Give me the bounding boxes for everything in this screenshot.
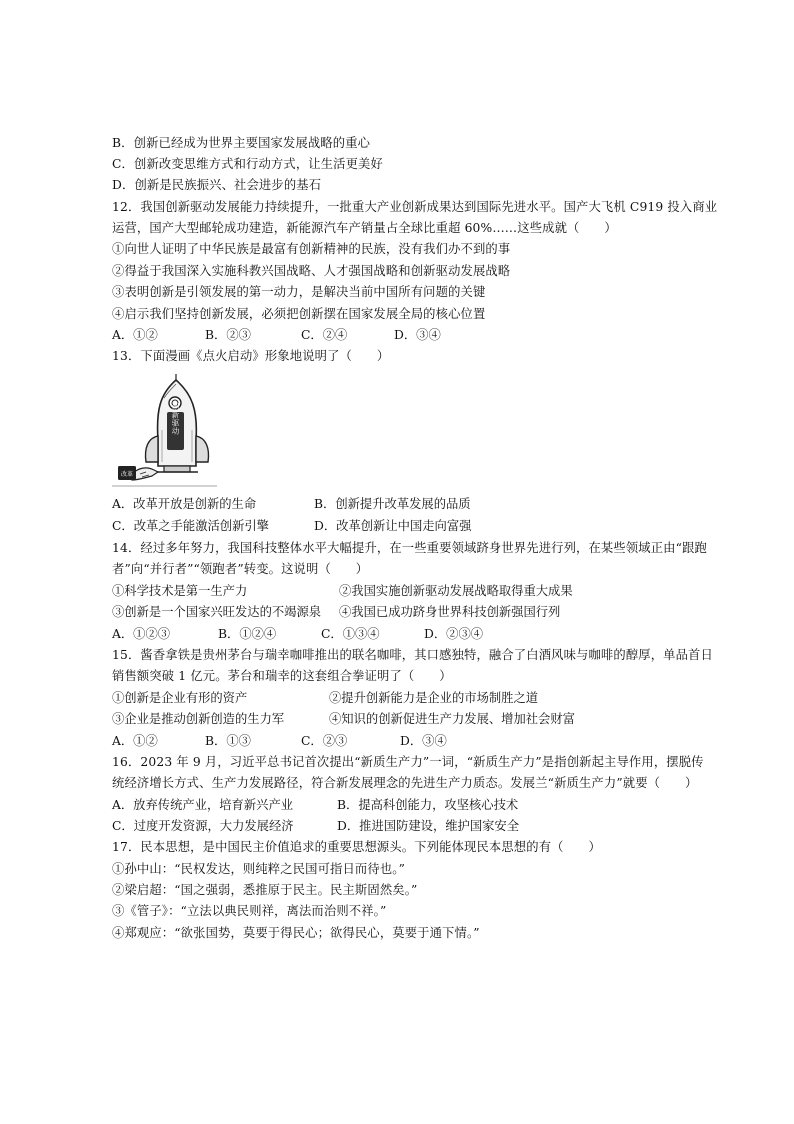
q12-option-a: A．①② [112, 328, 158, 342]
q14-stem-line2: 者”向“并行者”“领跑者”转变。这说明（ ） [112, 562, 369, 576]
q15-statement-4: ④知识的创新促进生产力发展、增加社会财富 [329, 712, 575, 726]
comic-box-label: 改革 [120, 471, 134, 478]
q15-stem-line2: 销售额突破 1 亿元。茅台和瑞幸的这套组合拳证明了（ ） [112, 669, 452, 683]
q15-option-d: D．③④ [400, 734, 447, 748]
q14-option-a: A．①②③ [112, 627, 171, 641]
q15-stem-line1: 15．酱香拿铁是贵州茅台与瑞幸咖啡推出的联名咖啡，其口感独特，融合了白酒风味与咖啡的醇厚，单品首日 [112, 648, 713, 662]
q12-option-d: D．③④ [394, 328, 441, 342]
q12-statement-2: ②得益于我国深入实施科教兴国战略、人才强国战略和创新驱动发展战略 [112, 264, 511, 278]
comic-rocket-label: 创新驱动 [171, 403, 180, 435]
q14-statement-4: ④我国已成功跻身世界科技创新强国行列 [339, 605, 561, 619]
q17-statement-2: ②梁启超：“国之强弱，悉推原于民主。民主斯固然矣。” [112, 883, 418, 897]
q14-option-c: C．①③④ [321, 627, 380, 641]
q15-option-b: B．①③ [205, 734, 251, 748]
q14-option-d: D．②③④ [424, 627, 484, 641]
q14-stem-line1: 14．经过多年努力，我国科技整体水平大幅提升，在一些重要领域跻身世界先进行列，在某些领域正由“跟跑 [112, 541, 707, 555]
q12-stem-line2: 运营，国产大型邮轮成功建造，新能源汽车产销量占全球比重超 60%……这些成就（ ） [112, 221, 617, 235]
q13-option-b: B．创新提升改革发展的品质 [314, 497, 471, 511]
q16-stem-line1: 16．2023 年 9 月，习近平总书记首次提出“新质生产力”一词，“新质生产力”是指创新起主导作用，摆脱传 [112, 755, 704, 769]
q15-option-c: C．②③ [301, 734, 348, 748]
q16-option-c: C．过度开发资源，大力发展经济 [112, 819, 294, 833]
q12-option-c: C．②④ [301, 328, 348, 342]
q13-stem: 13．下面漫画《点火启动》形象地说明了（ ） [112, 349, 390, 363]
q17-stem: 17．民本思想，是中国民主价值追求的重要思想源头。下列能体现民本思想的有（ ） [112, 840, 601, 854]
q14-statement-2: ②我国实施创新驱动发展战略取得重大成果 [339, 584, 573, 598]
q11-option-b: B．创新已经成为世界主要国家发展战略的重心 [112, 136, 371, 150]
q16-option-a: A．放弃传统产业，培育新兴产业 [112, 798, 294, 812]
q15-statement-1: ①创新是企业有形的资产 [112, 691, 248, 705]
q15-option-a: A．①② [112, 734, 158, 748]
q15-statement-3: ③企业是推动创新创造的生力军 [112, 712, 285, 726]
q12-statement-4: ④启示我们坚持创新发展，必须把创新摆在国家发展全局的核心位置 [112, 307, 486, 321]
q17-statement-3: ③《管子》：“立法以典民则祥，离法而治则不祥。” [112, 904, 387, 918]
q11-option-d: D．创新是民族振兴、社会进步的基石 [112, 178, 322, 192]
q14-statement-1: ①科学技术是第一生产力 [112, 584, 248, 598]
q12-statement-1: ①向世人证明了中华民族是最富有创新精神的民族，没有我们办不到的事 [112, 242, 511, 256]
q15-statement-2: ②提升创新能力是企业的市场制胜之道 [329, 691, 539, 705]
q17-statement-1: ①孙中山：“民权发达，则纯粹之民国可指日而待也。” [112, 862, 406, 876]
q13-option-a: A．改革开放是创新的生命 [112, 497, 257, 511]
q12-stem-line1: 12．我国创新驱动发展能力持续提升，一批重大产业创新成果达到国际先进水平。国产大飞机 C919 投入商业 [112, 200, 718, 214]
comic-ignition-image [112, 370, 217, 488]
q14-option-b: B．①②④ [218, 627, 277, 641]
q16-option-b: B．提高科创能力，攻坚核心技术 [337, 798, 519, 812]
q12-statement-3: ③表明创新是引领发展的第一动力，是解决当前中国所有问题的关键 [112, 285, 486, 299]
q16-stem-line2: 统经济增长方式、生产力发展路径，符合新发展理念的先进生产力质态。发展兰“新质生产力”就要（ ） [112, 776, 698, 790]
q17-statement-4: ④郑观应：“欲张国势，莫要于得民心；欲得民心，莫要于通下情。” [112, 926, 480, 940]
q13-option-c: C．改革之手能激活创新引擎 [112, 519, 269, 533]
q13-option-d: D．改革创新让中国走向富强 [314, 519, 472, 533]
q14-statement-3: ③创新是一个国家兴旺发达的不竭源泉 [112, 605, 322, 619]
q16-option-d: D．推进国防建设，维护国家安全 [337, 819, 520, 833]
q11-option-c: C．创新改变思维方式和行动方式，让生活更美好 [112, 157, 383, 171]
q12-option-b: B．②③ [205, 328, 251, 342]
